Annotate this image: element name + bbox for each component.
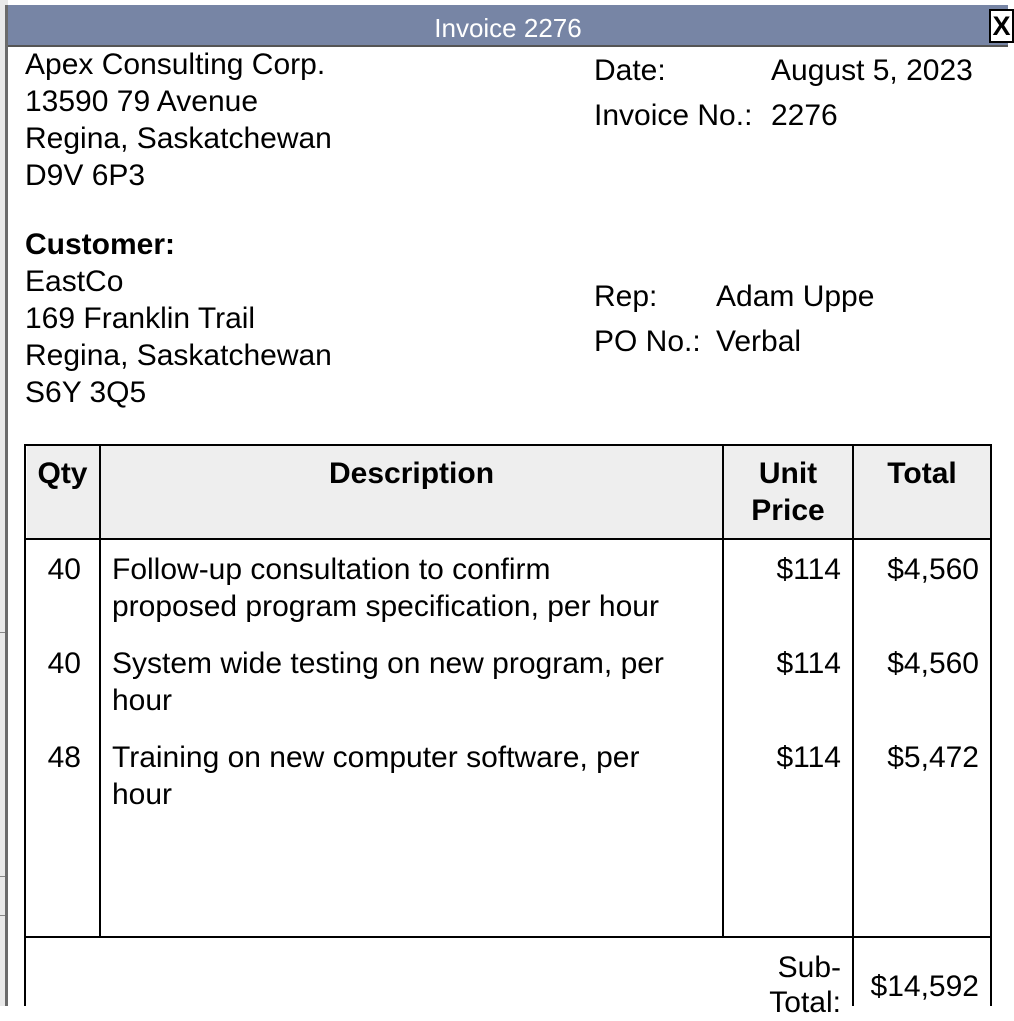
row-description-line2: proposed program specification, per hour [112,590,659,623]
rep-value: Adam Uppe [716,280,875,313]
table-border-top [24,444,992,446]
row-description-line2: hour [112,684,173,717]
row-description-line1: Follow-up consultation to confirm [112,553,551,586]
header-description: Description [328,457,495,490]
company-street: 13590 79 Avenue [25,85,259,118]
table-subtotal-divider [24,936,992,938]
header-unit-price-line1: Unit [758,457,818,490]
row-total: $4,560 [887,553,979,586]
row-unit-price: $114 [776,553,841,586]
row-qty: 40 [47,553,81,586]
date-value: August 5, 2023 [771,54,973,87]
po-value: Verbal [716,325,802,358]
customer-street: 169 Franklin Trail [25,302,256,335]
table-border-right [990,444,992,1006]
table-header-divider [24,538,992,540]
company-city: Regina, Saskatchewan [25,122,332,155]
customer-name: EastCo [25,265,124,298]
row-description-line1: System wide testing on new program, per [112,647,664,680]
header-total: Total [887,457,957,490]
header-unit-price-line2: Price [751,494,825,527]
window-titlebar[interactable] [8,5,1011,47]
company-postal: D9V 6P3 [25,159,146,192]
row-unit-price: $114 [776,647,841,680]
po-label: PO No.: [594,325,701,358]
table-col-divider [852,444,854,1006]
table-col-divider [99,444,101,938]
row-description-line2: hour [112,778,173,811]
subtotal-value: $14,592 [870,970,979,1003]
date-label: Date: [594,54,666,87]
table-border-left [24,444,26,1006]
subtotal-label-line2: Total: [769,986,841,1019]
row-qty: 48 [47,741,81,774]
customer-postal: S6Y 3Q5 [25,376,147,409]
row-unit-price: $114 [776,741,841,774]
row-description-line1: Training on new computer software, per [112,741,640,774]
company-name: Apex Consulting Corp. [25,48,326,81]
row-qty: 40 [47,647,81,680]
customer-city: Regina, Saskatchewan [25,339,332,372]
header-qty: Qty [37,457,88,490]
invoice-number-label: Invoice No.: [594,99,753,132]
row-total: $4,560 [887,647,979,680]
customer-heading: Customer: [25,228,176,261]
subtotal-label-line1: Sub- [777,951,841,984]
rep-label: Rep: [594,280,658,313]
window-title: Invoice 2276 [434,13,582,43]
close-button[interactable]: X [989,9,1014,43]
invoice-number-value: 2276 [771,99,838,132]
row-total: $5,472 [887,741,979,774]
